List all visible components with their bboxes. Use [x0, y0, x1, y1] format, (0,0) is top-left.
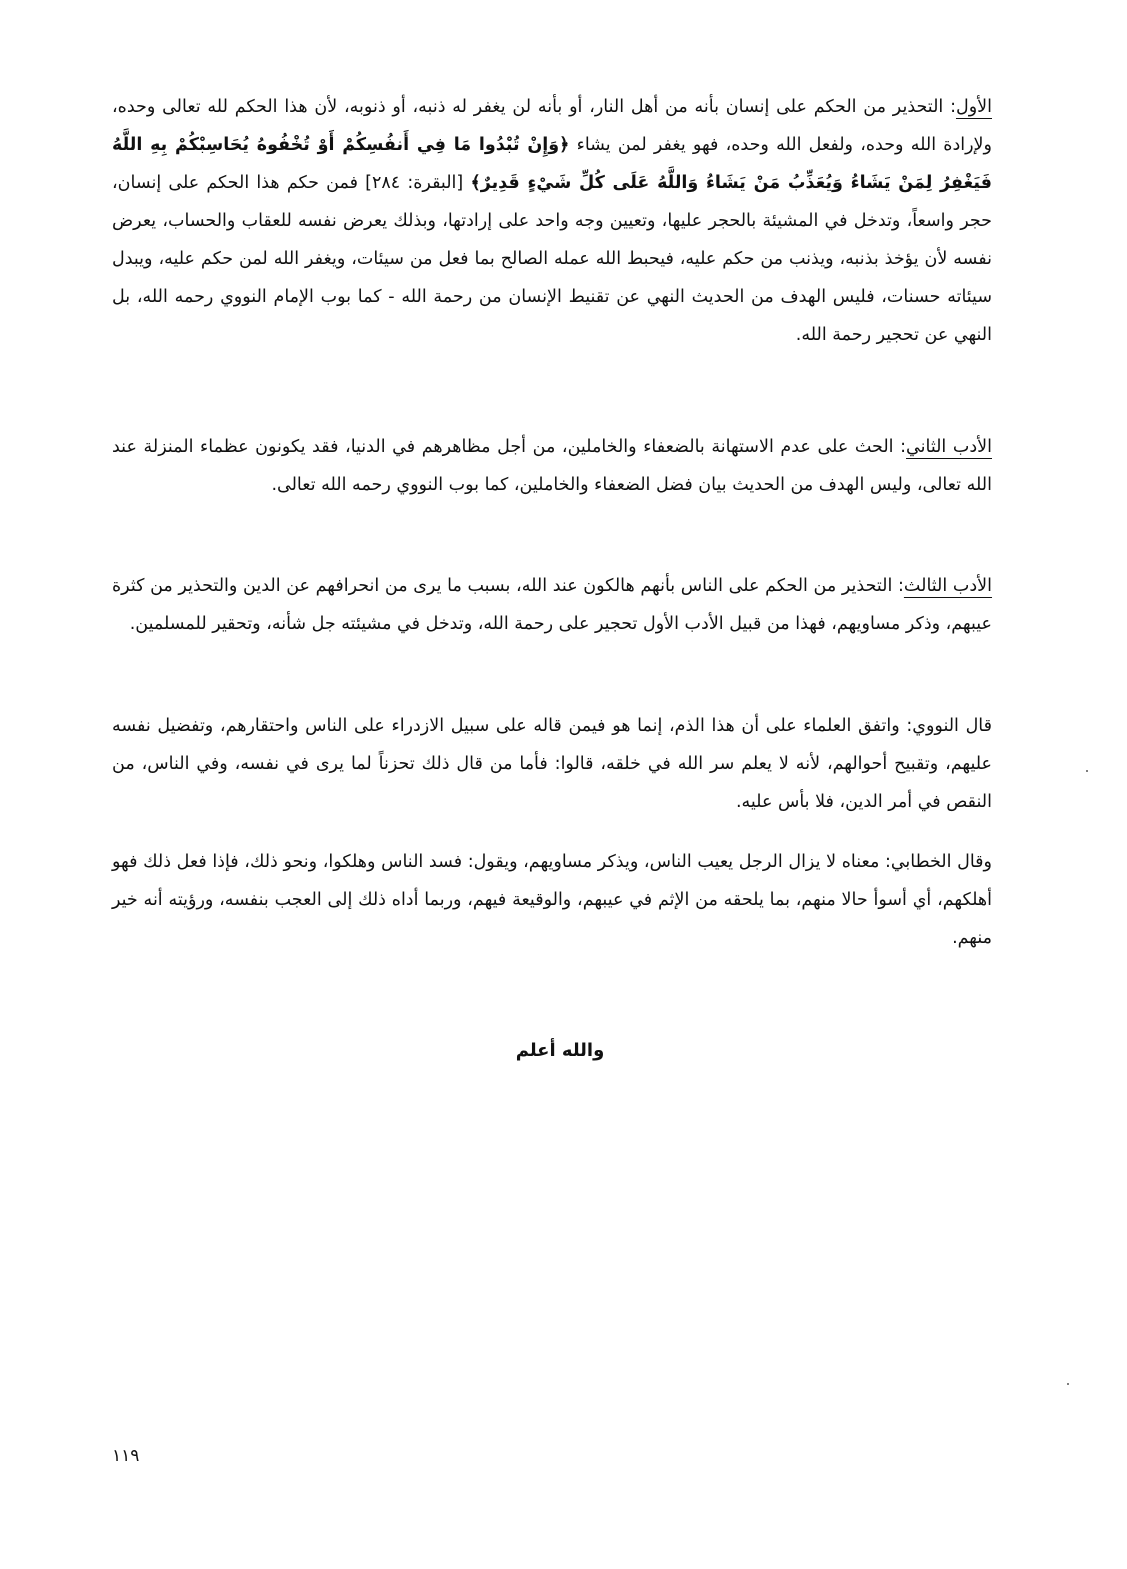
paragraph-1-text-after-quran: فمن حكم هذا الحكم على إنسان، حجر واسعاً، وتدخل في المشيئة بالحجر عليها، وتعيين وجه واحد على إرادتها، وبذلك يعرض نفسه للعقاب والحساب، يعرض نفسه لأن يؤخذ بذنبه، ويذنب من حكم عليه، فيحبط الله عمله الصالح بما فعل من سيئات، ويغفر الله لمن حكم عليه، ويبدل سيئاته حسنات، فليس الهدف من الحديث النهي عن تقنيط الإنسان من رحمة الله - كما بوب الإمام النووي رحمه الله، بل النهي عن تحجير رحمة الله.: [112, 173, 992, 345]
heading-third: الأدب الثالث: [903, 576, 993, 596]
paragraph-4-text: قال النووي: واتفق العلماء على أن هذا الذم، إنما هو فيمن قاله على سبيل الازدراء على الناس واحتقارهم، وتفضيل نفسه عليهم، وتقبيح أحوالهم، لأنه لا يعلم سر الله في خلقه، قالوا: فأما من قال ذلك تحزناً لما يرى في نفسه، وفي الناس، من النقص في أمر الدين، فلا بأس عليه.: [112, 716, 992, 812]
quran-close-bracket: ﴾: [470, 173, 481, 193]
paragraph-nawawi-quote: [112, 707, 992, 821]
closing-phrase: والله أعلم: [515, 1040, 605, 1061]
paragraph-second-etiquette: [112, 428, 992, 504]
heading-second: الأدب الثاني: [906, 437, 992, 457]
quran-reference: [البقرة: ٢٨٤]: [365, 173, 471, 193]
scan-speck: [1067, 1383, 1069, 1385]
paragraph-third-etiquette: [112, 567, 992, 643]
scan-speck: [1086, 770, 1088, 772]
paragraph-3-text: : التحذير من الحكم على الناس بأنهم هالكون عند الله، بسبب ما يرى من انحرافهم عن الدين والتحذير من كثرة عيبهم، وذكر مساويهم، فهذا من قبيل الأدب الأول تحجير على رحمة الله، وتدخل في مشيئته جل شأنه، وتحقير للمسلمين.: [112, 576, 992, 634]
page-number: ١١٩: [112, 1446, 140, 1466]
paragraph-2-text: : الحث على عدم الاستهانة بالضعفاء والخاملين، من أجل مظاهرهم في الدنيا، فقد يكونون عظماء المنزلة عند الله تعالى، وليس الهدف من الحديث بيان فضل الضعفاء والخاملين، كما بوب النووي رحمه الله تعالى.: [112, 437, 992, 495]
heading-first: الأول: [955, 97, 992, 117]
quran-open-bracket: ﴿: [559, 135, 570, 155]
paragraph-5-text: وقال الخطابي: معناه لا يزال الرجل يعيب الناس، ويذكر مساويهم، ويقول: فسد الناس وهلكوا، ونحو ذلك، فإذا فعل ذلك فهو أهلكهم، أي أسوأ حالا منهم، بما يلحقه من الإثم في عيبهم، والوقيعة فيهم، وربما أداه ذلك إلى العجب بنفسه، ورؤيته أنه خير منهم.: [112, 852, 992, 948]
paragraph-khattabi-quote: [112, 843, 992, 957]
paragraph-1-text-before-quran: : التحذير من الحكم على إنسان بأنه من أهل النار، أو بأنه لن يغفر له ذنبه، أو ذنوبه، لأن هذا الحكم لله تعالى وحده، ولإرادة الله وحده، ولفعل الله وحده، فهو يغفر لمن يشاء: [112, 97, 992, 155]
paragraph-first-etiquette: [112, 88, 992, 354]
quran-verse: وَإِنْ تُبْدُوا مَا فِي أَنفُسِكُمْ أَوْ تُخْفُوهُ يُحَاسِبْكُمْ بِهِ اللَّهُ فَيَغْفِرُ لِمَنْ يَشَاءُ وَيُعَذِّبُ مَنْ يَشَاءُ وَاللَّهُ عَلَى كُلِّ شَيْءٍ قَدِيرٌ: [112, 135, 992, 193]
